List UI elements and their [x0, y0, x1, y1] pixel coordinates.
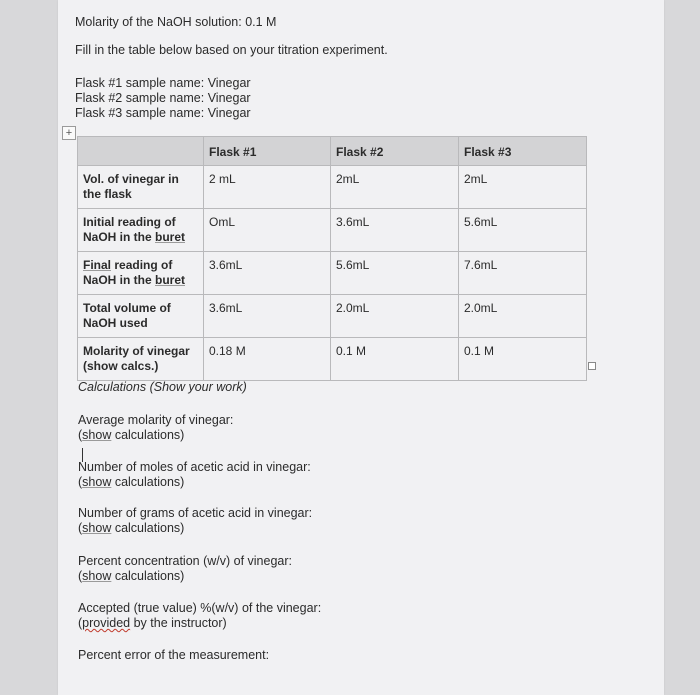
calc-item-note: (show calculations)	[78, 521, 185, 535]
table-cell[interactable]: 2mL	[331, 166, 459, 209]
calc-item-title: Average molarity of vinegar:	[78, 413, 234, 427]
naoh-molarity-line: Molarity of the NaOH solution: 0.1 M	[75, 15, 277, 29]
table-header-row	[78, 137, 587, 166]
header-flask-2: Flask #2	[331, 137, 459, 166]
table-row	[78, 209, 587, 252]
table-cell[interactable]: 5.6mL	[331, 252, 459, 295]
flask2-sample-line: Flask #2 sample name: Vinegar	[75, 91, 251, 105]
row-label[interactable]: Total volume of NaOH used	[78, 295, 204, 338]
table-cell[interactable]: 3.6mL	[204, 252, 331, 295]
percent-error-line: Percent error of the measurement:	[78, 648, 270, 662]
calc-item-title: Number of moles of acetic acid in vinegar:	[78, 460, 311, 474]
table-row	[78, 295, 587, 338]
table-cell[interactable]: 2.0mL	[331, 295, 459, 338]
calc-item-note: (show calculations)	[78, 475, 185, 489]
table-cell[interactable]: 0.1 M	[331, 338, 459, 381]
table-row	[78, 252, 587, 295]
row-label[interactable]: Vol. of vinegar in the flask	[78, 166, 204, 209]
table-resize-handle[interactable]	[588, 362, 596, 370]
titration-table	[77, 136, 587, 381]
table-cell[interactable]: 0.18 M	[204, 338, 331, 381]
instruction-line: Fill in the table below based on your titration experiment.	[75, 43, 388, 57]
header-flask-3: Flask #3	[459, 137, 587, 166]
table-row	[78, 166, 587, 209]
calc-item-title: Percent concentration (w/v) of vinegar:	[78, 554, 292, 568]
calc-item-title: Accepted (true value) %(w/v) of the vinegar:	[78, 601, 322, 615]
row-label[interactable]: Initial reading of NaOH in the buret	[78, 209, 204, 252]
table-cell[interactable]: 7.6mL	[459, 252, 587, 295]
calc-item-note: (show calculations)	[78, 569, 185, 583]
header-blank-cell	[78, 137, 204, 166]
table-cell[interactable]: 3.6mL	[204, 295, 331, 338]
calc-item-note: (show calculations)	[78, 428, 185, 442]
table-cell[interactable]: 2mL	[459, 166, 587, 209]
calculations-heading: Calculations (Show your work)	[78, 380, 247, 394]
flask1-sample-line: Flask #1 sample name: Vinegar	[75, 76, 251, 90]
calc-item-note: (provided by the instructor)	[78, 616, 227, 630]
table-cell[interactable]: 2.0mL	[459, 295, 587, 338]
table-row	[78, 338, 587, 381]
header-flask-1: Flask #1	[204, 137, 331, 166]
table-cell[interactable]: OmL	[204, 209, 331, 252]
table-cell[interactable]: 5.6mL	[459, 209, 587, 252]
table-cell[interactable]: 3.6mL	[331, 209, 459, 252]
table-move-handle-icon[interactable]: +	[62, 126, 76, 140]
table-cell[interactable]: 0.1 M	[459, 338, 587, 381]
flask3-sample-line: Flask #3 sample name: Vinegar	[75, 106, 251, 120]
calc-item-title: Number of grams of acetic acid in vinegar:	[78, 506, 313, 520]
row-label[interactable]: Molarity of vinegar (show calcs.)	[78, 338, 204, 381]
table-cell[interactable]: 2 mL	[204, 166, 331, 209]
row-label[interactable]: Final reading of NaOH in the buret	[78, 252, 204, 295]
